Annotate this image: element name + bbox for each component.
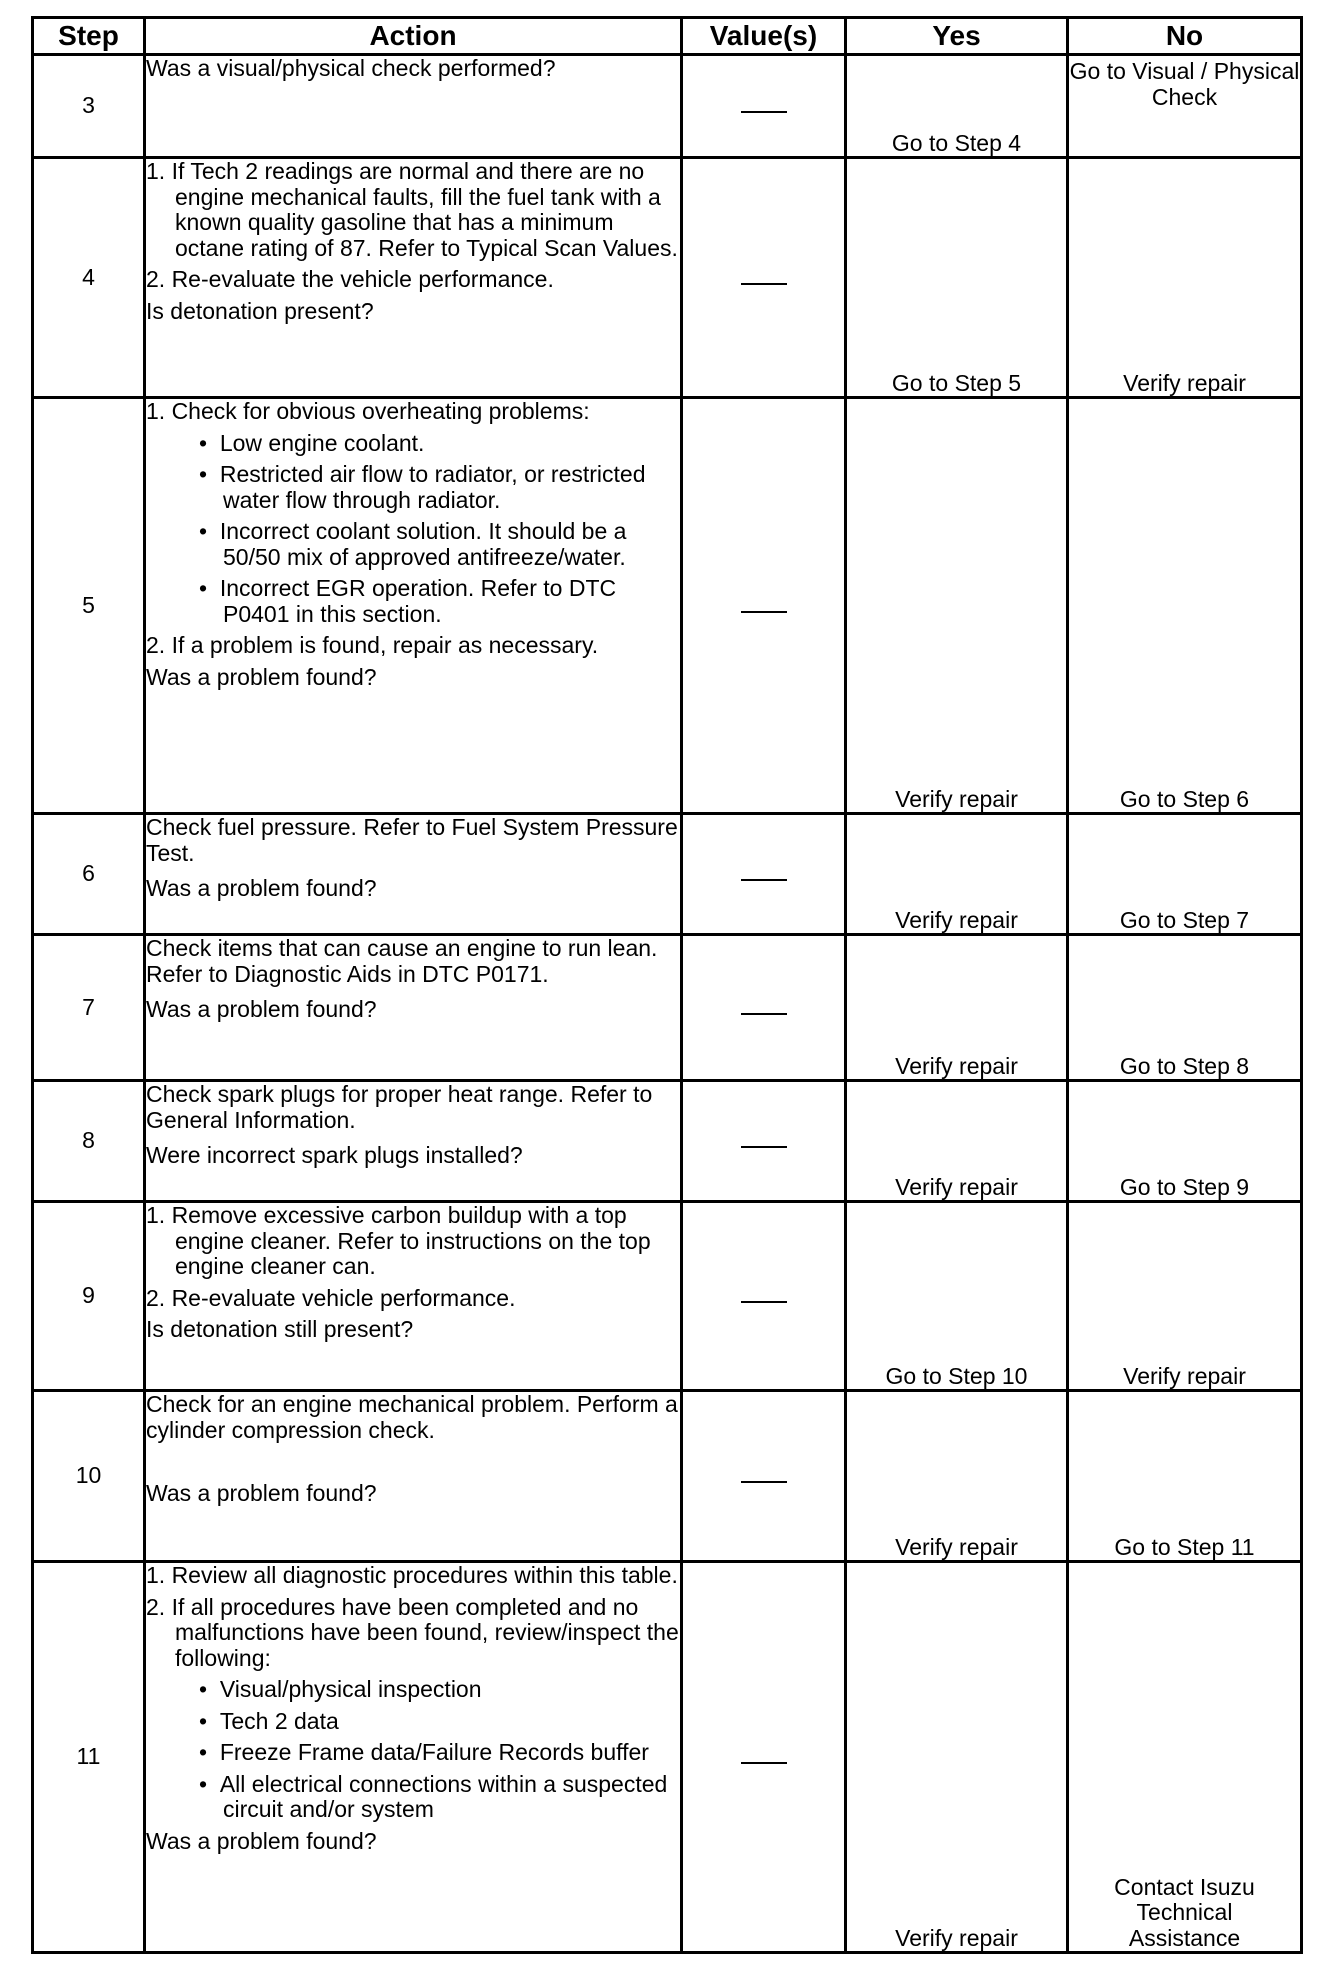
value-cell — [682, 55, 846, 158]
step-number: 6 — [33, 814, 145, 935]
no-cell: Go to Step 9 — [1068, 1081, 1302, 1202]
action-cell — [145, 1202, 682, 1391]
value-cell — [682, 1202, 846, 1391]
action-text: Check for an engine mechanical problem. Perform a cylinder compression check. — [146, 1391, 678, 1443]
no-cell: Go to Visual / Physical Check — [1068, 55, 1302, 158]
action-bullet: • Restricted air flow to radiator, or restricted water flow through radiator. — [199, 461, 646, 513]
value-dash — [741, 283, 787, 285]
table-row — [33, 1202, 1302, 1391]
step-number: 4 — [33, 158, 145, 398]
value-cell — [682, 1562, 846, 1953]
yes-cell: Verify repair — [846, 1391, 1068, 1562]
action-question: Is detonation still present? — [146, 1316, 414, 1342]
header-values: Value(s) — [682, 18, 846, 55]
yes-cell: Verify repair — [846, 398, 1068, 814]
action-bullet: • Incorrect coolant solution. It should be a 50/50 mix of approved antifreeze/water. — [199, 518, 627, 570]
no-cell: Go to Step 7 — [1068, 814, 1302, 935]
yes-cell: Verify repair — [846, 935, 1068, 1081]
value-cell — [682, 398, 846, 814]
action-bullet: • Low engine coolant. — [199, 429, 425, 456]
action-cell — [145, 1562, 682, 1953]
value-cell — [682, 814, 846, 935]
yes-cell: Go to Step 4 — [846, 55, 1068, 158]
action-question: Was a problem found? — [146, 875, 377, 901]
action-cell — [145, 398, 682, 814]
action-bullet: • Freeze Frame data/Failure Records buffer — [199, 1739, 649, 1765]
step-number: 8 — [33, 1081, 145, 1202]
action-item: 2. If a problem is found, repair as necessary. — [146, 632, 599, 658]
action-item: 1. Remove excessive carbon buildup with a top engine cleaner. Refer to instructions on the top engine cleaner can. — [146, 1202, 651, 1279]
value-dash — [741, 611, 787, 613]
table-row — [33, 814, 1302, 935]
action-item: 2. Re-evaluate the vehicle performance. — [146, 266, 554, 292]
header-step: Step — [33, 18, 145, 55]
yes-cell: Verify repair — [846, 1081, 1068, 1202]
action-cell — [145, 55, 682, 158]
action-bullet: • Visual/physical inspection — [199, 1676, 482, 1702]
step-number: 7 — [33, 935, 145, 1081]
action-cell — [145, 935, 682, 1081]
action-cell — [145, 814, 682, 935]
value-dash — [741, 1013, 787, 1015]
action-text: Check fuel pressure. Refer to Fuel System Pressure Test. — [146, 814, 678, 866]
action-question: Was a problem found? — [146, 996, 377, 1022]
action-item: 1. If Tech 2 readings are normal and there are no engine mechanical faults, fill the fuel tank with a known quality gasoline that has a minimum octane rating of 87. Refer to Typical Scan Values. — [146, 158, 678, 261]
action-bullet: • All electrical connections within a suspected circuit and/or system — [199, 1770, 668, 1822]
value-dash — [741, 1146, 787, 1148]
diagnostic-table — [31, 16, 1303, 1954]
no-cell: Verify repair — [1068, 158, 1302, 398]
value-cell — [682, 1081, 846, 1202]
table-row — [33, 935, 1302, 1081]
value-cell — [682, 1391, 846, 1562]
step-number: 11 — [33, 1562, 145, 1953]
step-number: 5 — [33, 398, 145, 814]
action-text: Check items that can cause an engine to run lean. Refer to Diagnostic Aids in DTC P0171. — [146, 935, 658, 987]
action-item: 1. Review all diagnostic procedures within this table. — [146, 1562, 678, 1588]
value-dash — [741, 1481, 787, 1483]
no-cell: Verify repair — [1068, 1202, 1302, 1391]
action-question: Was a problem found? — [146, 1827, 377, 1854]
action-bullet: • Incorrect EGR operation. Refer to DTC P0401 in this section. — [199, 575, 617, 627]
yes-cell: Verify repair — [846, 814, 1068, 935]
value-cell — [682, 935, 846, 1081]
step-number: 9 — [33, 1202, 145, 1391]
action-item: 1. Check for obvious overheating problems: — [146, 398, 590, 424]
yes-cell: Verify repair — [846, 1562, 1068, 1953]
value-dash — [741, 111, 787, 113]
action-question: Was a problem found? — [146, 1480, 377, 1506]
yes-cell: Go to Step 5 — [846, 158, 1068, 398]
value-dash — [741, 1762, 787, 1764]
value-cell — [682, 158, 846, 398]
action-cell — [145, 1391, 682, 1562]
action-question: Was a visual/physical check performed? — [146, 55, 556, 81]
action-text: Check spark plugs for proper heat range. Refer to General Information. — [146, 1081, 653, 1133]
no-cell: Contact Isuzu Technical Assistance — [1068, 1562, 1302, 1953]
step-number: 3 — [33, 55, 145, 158]
table-row — [33, 158, 1302, 398]
header-yes: Yes — [846, 18, 1068, 55]
table-row — [33, 398, 1302, 814]
table-row — [33, 55, 1302, 158]
action-question: Is detonation present? — [146, 297, 374, 324]
action-cell — [145, 158, 682, 398]
action-item: 2. Re-evaluate vehicle performance. — [146, 1284, 516, 1311]
value-dash — [741, 1301, 787, 1303]
header-action: Action — [145, 18, 682, 55]
no-cell: Go to Step 6 — [1068, 398, 1302, 814]
value-dash — [741, 879, 787, 881]
action-cell — [145, 1081, 682, 1202]
action-item: 2. If all procedures have been completed and no malfunctions have been found, review/inspect the following: — [146, 1593, 679, 1671]
no-cell: Go to Step 8 — [1068, 935, 1302, 1081]
step-number: 10 — [33, 1391, 145, 1562]
action-bullet: • Tech 2 data — [199, 1707, 339, 1734]
header-row — [33, 18, 1302, 55]
action-question: Were incorrect spark plugs installed? — [146, 1142, 523, 1168]
table-row — [33, 1391, 1302, 1562]
yes-cell: Go to Step 10 — [846, 1202, 1068, 1391]
action-question: Was a problem found? — [146, 663, 377, 690]
header-no: No — [1068, 18, 1302, 55]
no-cell: Go to Step 11 — [1068, 1391, 1302, 1562]
table-row — [33, 1562, 1302, 1953]
table-row — [33, 1081, 1302, 1202]
